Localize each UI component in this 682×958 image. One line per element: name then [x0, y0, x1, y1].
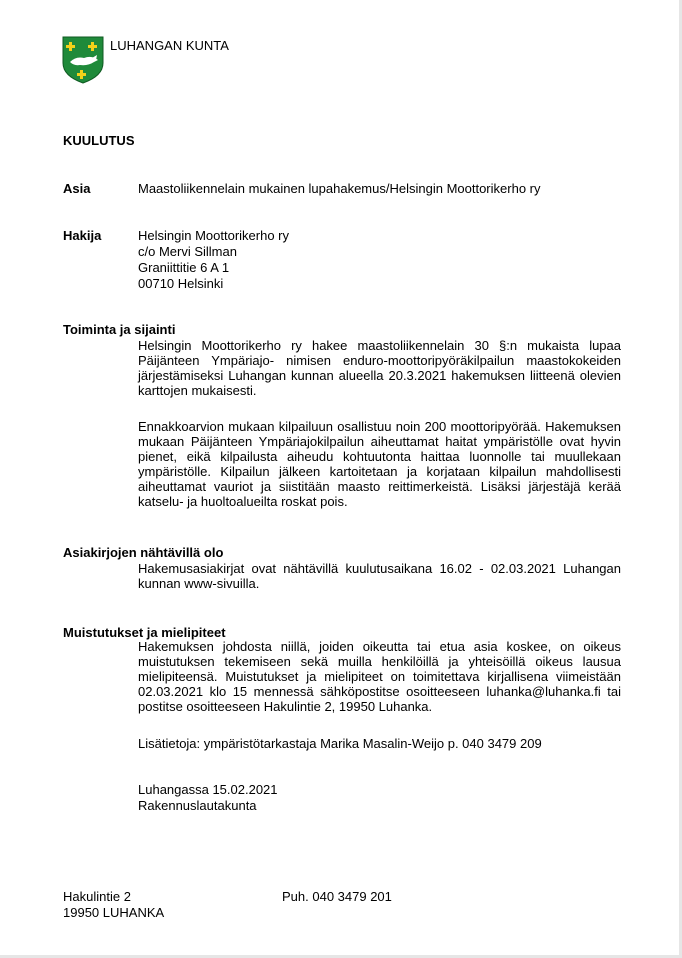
signature-block [138, 782, 621, 814]
lisatietoja-text: Lisätietoja: ympäristötarkastaja Marika Masalin-Weijo p. 040 3479 209 [138, 736, 542, 751]
hakija-line: Graniittitie 6 A 1 [138, 260, 230, 275]
muistutukset-heading: Muistutukset ja mielipiteet [63, 625, 226, 640]
muistutukset-paragraph: Hakemuksen johdosta niillä, joiden oikeutta tai etua asia koskee, on oikeus muistutuksen tekemiseen sekä muilla henkilöillä ja yhteisöillä oikeus lausua mielipiteensä. Muistutukset ja mielipiteet on toimitettava kirjallisena viimeistään 02.03.2021 klo 15 mennessä sähköpostitse osoitteeseen luhanka@luhanka.fi tai postitse osoitteeseen Hakulintie 2, 19950 Luhanka. [138, 639, 621, 714]
document-title: KUULUTUS [63, 133, 135, 148]
asiakirjat-heading: Asiakirjojen nähtävillä olo [63, 545, 224, 560]
footer-phone: Puh. 040 3479 201 [282, 889, 392, 904]
organization-name: LUHANGAN KUNTA [110, 38, 229, 53]
signature-place-date: Luhangassa 15.02.2021 [138, 782, 278, 797]
hakija-address [138, 228, 621, 292]
hakija-line: 00710 Helsinki [138, 276, 224, 291]
asia-value: Maastoliikennelain mukainen lupahakemus/Helsingin Moottorikerho ry [138, 181, 541, 196]
signature-signer: Rakennuslautakunta [138, 798, 257, 813]
toiminta-paragraph-2: Ennakkoarvion mukaan kilpailuun osallistuu noin 200 moottoripyörää. Hakemuksen mukaan Päijänteen Ympäriajokilpailun aiheuttamat haitat ympäristölle ovat hyvin pienet, eikä kilpailusta aiheudu kohtuutonta haittaa luonnolle tai muullekaan ympäristölle. Kilpailun jälkeen kartoitetaan ja korjataan kilpailun mahdollisesti aiheuttamat vauriot ja siistitään maasto reittimerkeistä. Lisäksi järjestäjä kerää katselu- ja huoltoalueilta roskat pois. [138, 419, 621, 509]
asiakirjat-text: Hakemusasiakirjat ovat nähtävillä kuulutusaikana 16.02 - 02.03.2021 Luhangan kunnan www-sivuilla. [138, 561, 621, 591]
hakija-line: c/o Mervi Sillman [138, 244, 237, 259]
footer-address-line: Hakulintie 2 [63, 889, 131, 904]
hakija-label: Hakija [63, 228, 102, 243]
coat-of-arms-logo [62, 36, 104, 84]
footer-address-line: 19950 LUHANKA [63, 905, 165, 920]
footer-address [63, 889, 164, 921]
hakija-line: Helsingin Moottorikerho ry [138, 228, 290, 243]
asia-label: Asia [63, 181, 91, 196]
toiminta-paragraph-1: Helsingin Moottorikerho ry hakee maastoliikennelain 30 §:n mukaista lupaa Päijänteen Ympäriajo- nimisen enduro-moottoripyöräkilpailun maastokokeiden järjestämiseksi Luhangan kunnan alueella 20.3.2021 hakemuksen liitteenä olevien karttojen mukaisesti. [138, 338, 621, 398]
toiminta-heading: Toiminta ja sijainti [63, 322, 176, 337]
